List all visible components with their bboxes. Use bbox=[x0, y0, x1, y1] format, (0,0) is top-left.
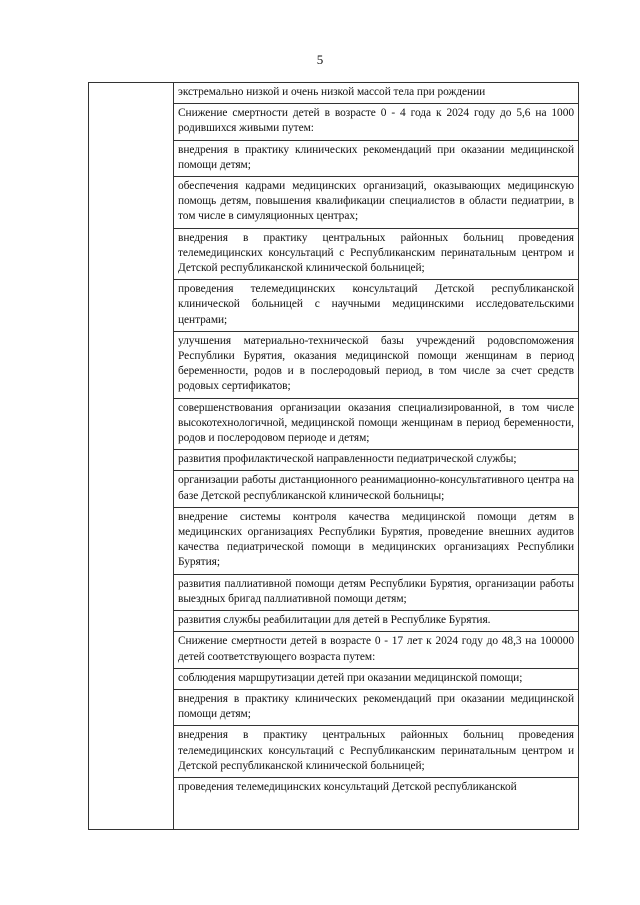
table-row: развития паллиативной помощи детям Республики Бурятия, организации работы выездных бригад паллиативной помощи детям; bbox=[174, 575, 578, 611]
table-row: развития профилактической направленности педиатрической службы; bbox=[174, 450, 578, 471]
table-row: совершенствования организации оказания специализированной, в том числе высокотехнологичной, медицинской помощи женщинам в период беременности, родов и послеродовом периоде и детям; bbox=[174, 399, 578, 451]
table-row: Снижение смертности детей в возрасте 0 - 4 года к 2024 году до 5,6 на 1000 родившихся живыми путем: bbox=[174, 104, 578, 140]
table-row: внедрения в практику центральных районных больниц проведения телемедицинских консультаций с Республиканским перинатальным центром и Детской республиканской клинической больницей; bbox=[174, 229, 578, 281]
table-row: внедрения в практику клинических рекомендаций при оказании медицинской помощи детям; bbox=[174, 141, 578, 177]
table-row: экстремально низкой и очень низкой массой тела при рождении bbox=[174, 83, 578, 104]
table-row: внедрения в практику центральных районных больниц проведения телемедицинских консультаций с Республиканским перинатальным центром и Детской республиканской клинической больницей; bbox=[174, 726, 578, 778]
table-row: развития службы реабилитации для детей в Республике Бурятия. bbox=[174, 611, 578, 632]
table-row: проведения телемедицинских консультаций Детской республиканской клинической больницей с научными медицинскими исследовательскими центрами; bbox=[174, 280, 578, 332]
table-row: внедрение системы контроля качества медицинской помощи детям в медицинских организациях Республики Бурятия, проведение внешних аудитов качества педиатрической помощи в медицинских организациях Республики Бурятия; bbox=[174, 508, 578, 575]
measures-table bbox=[88, 82, 579, 830]
table-row: Снижение смертности детей в возрасте 0 - 17 лет к 2024 году до 48,3 на 100000 детей соответствующего возраста путем: bbox=[174, 632, 578, 668]
table-right-column bbox=[174, 83, 578, 829]
table-row: соблюдения маршрутизации детей при оказании медицинской помощи; bbox=[174, 669, 578, 690]
page-number: 5 bbox=[316, 52, 324, 67]
table-row: организации работы дистанционного реанимационно-консультативного центра на базе Детской республиканской клинической больницы; bbox=[174, 471, 578, 507]
table-row: проведения телемедицинских консультаций Детской республиканской bbox=[178, 780, 517, 793]
table-row: улучшения материально-технической базы учреждений родовспоможения Республики Бурятия, оказания медицинской помощи женщинам в период беременности, родов и в послеродовый период, в том числе за счет средств родовых сертификатов; bbox=[174, 332, 578, 399]
table-row: внедрения в практику клинических рекомендаций при оказании медицинской помощи детям; bbox=[174, 690, 578, 726]
table-row: обеспечения кадрами медицинских организаций, оказывающих медицинскую помощь детям, повышения квалификации специалистов в области педиатрии, в том числе в симуляционных центрах; bbox=[174, 177, 578, 229]
table-left-column bbox=[89, 83, 174, 829]
